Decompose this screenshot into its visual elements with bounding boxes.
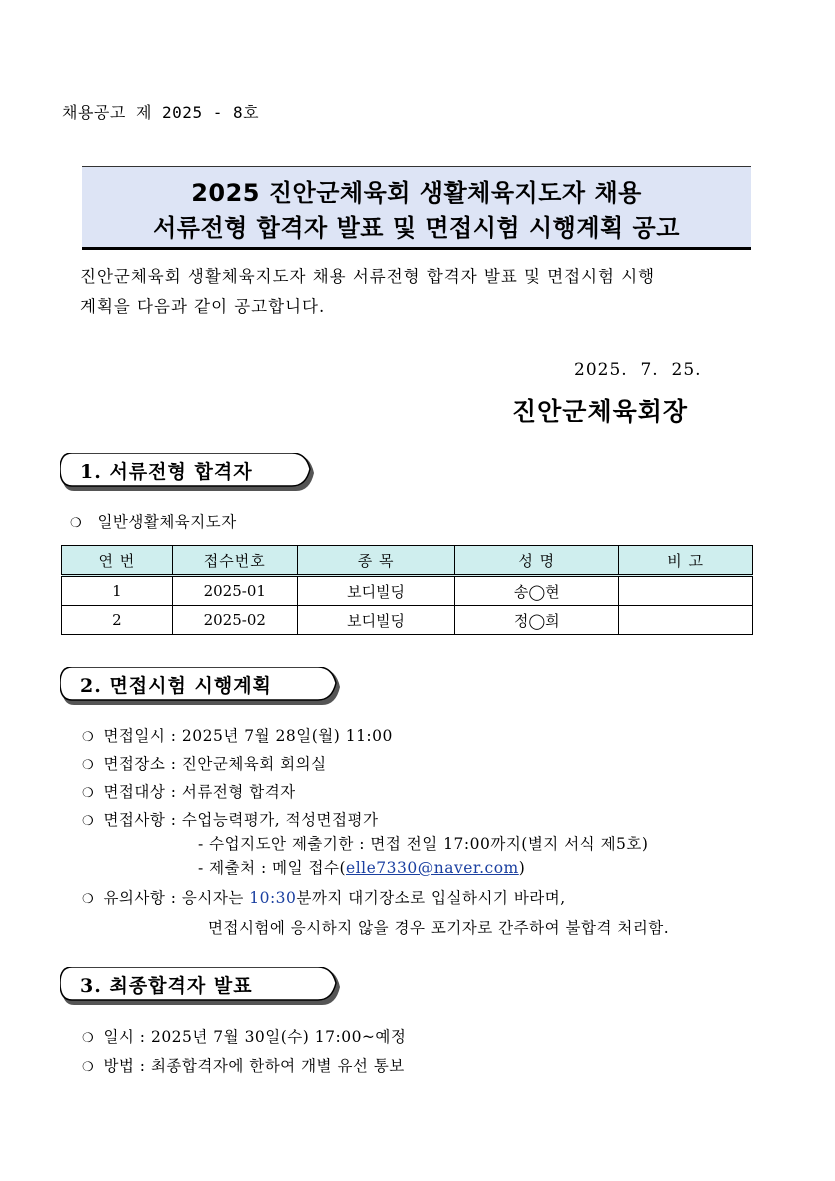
interview-place-text: 면접장소 : 진안군체육회 회의실 xyxy=(103,755,327,773)
final-date-text: 일시 : 2025년 7월 30일(수) 17:00~예정 xyxy=(103,1028,407,1046)
final-method xyxy=(82,1054,405,1076)
interview-place xyxy=(82,752,327,774)
submission-suffix: ) xyxy=(518,859,526,877)
intro-line-1: 진안군체육회 생활체육지도자 채용 서류전형 합격자 발표 및 면접시험 시행 xyxy=(80,267,656,286)
intro-text xyxy=(80,262,780,322)
section1-category xyxy=(70,510,237,532)
section3-heading-text: 3. 최종합격자 발표 xyxy=(80,975,253,997)
cell-no: 1 xyxy=(62,576,173,606)
title-box xyxy=(82,166,751,250)
email-link[interactable]: elle7330@naver.com xyxy=(346,859,519,877)
section1-heading xyxy=(60,453,320,489)
announcement-date: 2025. 7. 25. xyxy=(574,360,702,380)
caution-line-2: 면접시험에 응시하지 않을 경우 포기자로 간주하여 불합격 처리함. xyxy=(208,919,670,937)
bullet-icon: ❍ xyxy=(70,516,83,531)
header-event: 종 목 xyxy=(297,546,455,576)
interview-target-text: 면접대상 : 서류전형 합격자 xyxy=(103,783,296,801)
cell-note xyxy=(619,606,753,635)
section2-heading xyxy=(60,667,350,703)
cell-event: 보디빌딩 xyxy=(297,606,455,635)
title-line-1: 2025 진안군체육회 생활체육지도자 채용 xyxy=(191,179,642,207)
table-row xyxy=(62,576,753,606)
caution-time: 10:30 xyxy=(249,889,297,907)
cell-name: 정◯희 xyxy=(455,606,619,635)
table-header-row xyxy=(62,546,753,576)
interview-date-text: 면접일시 : 2025년 7월 28일(월) 11:00 xyxy=(103,727,393,745)
bullet-icon: ❍ xyxy=(82,892,95,907)
intro-line-2: 계획을 다음과 같이 공고합니다. xyxy=(80,297,326,316)
cell-note xyxy=(619,576,753,606)
bullet-icon: ❍ xyxy=(82,758,95,773)
cell-name: 송◯현 xyxy=(455,576,619,606)
bullet-icon: ❍ xyxy=(82,730,95,745)
section3-heading xyxy=(60,967,350,1003)
category-text: 일반생활체육지도자 xyxy=(97,513,237,531)
caution-suffix: 분까지 대기장소로 입실하시기 바라며, xyxy=(296,889,566,907)
header-name: 성 명 xyxy=(455,546,619,576)
final-date xyxy=(82,1025,406,1047)
final-method-text: 방법 : 최종합격자에 한하여 개별 유선 통보 xyxy=(103,1057,405,1075)
header-receipt: 접수번호 xyxy=(172,546,297,576)
interview-matters-text: 면접사항 : 수업능력평가, 적성면접평가 xyxy=(103,811,379,829)
interview-target xyxy=(82,780,296,802)
signer: 진안군체육회장 xyxy=(512,397,689,426)
table-row xyxy=(62,606,753,635)
title-line-2: 서류전형 합격자 발표 및 면접시험 시행계획 공고 xyxy=(153,214,680,242)
bullet-icon: ❍ xyxy=(82,814,95,829)
section2-heading-text: 2. 면접시험 시행계획 xyxy=(80,675,272,697)
cell-no: 2 xyxy=(62,606,173,635)
results-table xyxy=(61,545,753,635)
lesson-plan-deadline: - 수업지도안 제출기한 : 면접 전일 17:00까지(별지 서식 제5호) xyxy=(198,835,649,853)
caution-prefix: 유의사항 : 응시자는 xyxy=(103,889,250,907)
interview-date xyxy=(82,724,393,746)
header-note: 비 고 xyxy=(619,546,753,576)
submission-prefix: - 제출처 : 메일 접수( xyxy=(198,859,347,877)
submission-address xyxy=(198,856,525,878)
notice-number: 채용공고 제 2025 - 8호 xyxy=(62,103,260,122)
header-no: 연 번 xyxy=(62,546,173,576)
section1-heading-text: 1. 서류전형 합격자 xyxy=(80,461,253,483)
bullet-icon: ❍ xyxy=(82,1060,95,1075)
bullet-icon: ❍ xyxy=(82,786,95,801)
cell-receipt: 2025-02 xyxy=(172,606,297,635)
interview-matters xyxy=(82,808,378,830)
caution xyxy=(82,886,566,908)
bullet-icon: ❍ xyxy=(82,1031,95,1046)
cell-receipt: 2025-01 xyxy=(172,576,297,606)
cell-event: 보디빌딩 xyxy=(297,576,455,606)
